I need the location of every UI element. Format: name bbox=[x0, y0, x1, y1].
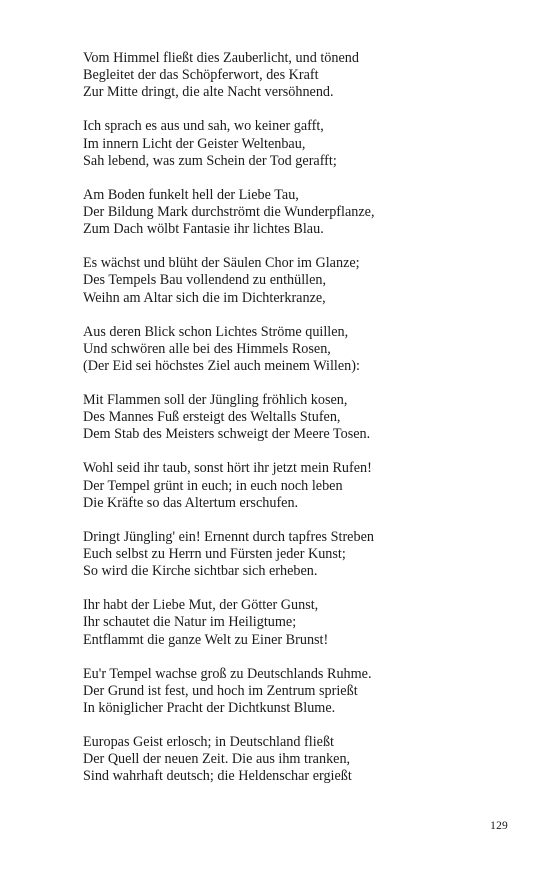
stanza-2 bbox=[83, 118, 523, 170]
stanza-7 bbox=[83, 460, 523, 512]
verse-line: Eu'r Tempel wachse groß zu Deutschlands Ruhme. bbox=[83, 665, 372, 682]
verse-line: Der Grund ist fest, und hoch im Zentrum sprießt bbox=[83, 682, 358, 699]
stanza-5 bbox=[83, 324, 523, 376]
verse-line: Ihr habt der Liebe Mut, der Götter Gunst, bbox=[83, 597, 319, 614]
stanza-11 bbox=[83, 734, 523, 786]
verse-line: Im innern Licht der Geister Weltenbau, bbox=[83, 135, 306, 152]
verse-line: Die Kräfte so das Altertum erschufen. bbox=[83, 494, 299, 511]
verse-line: Weihn am Altar sich die im Dichterkranze, bbox=[83, 289, 326, 306]
verse-line: Wohl seid ihr taub, sonst hört ihr jetzt mein Rufen! bbox=[83, 460, 372, 477]
verse-line: Zur Mitte dringt, die alte Nacht versöhnend. bbox=[83, 84, 334, 101]
verse-line: In königlicher Pracht der Dichtkunst Blume. bbox=[83, 700, 336, 717]
stanza-1 bbox=[83, 50, 523, 102]
verse-line: Sind wahrhaft deutsch; die Heldenschar ergießt bbox=[83, 768, 352, 785]
stanza-9 bbox=[83, 597, 523, 649]
verse-line: Dringt Jüngling' ein! Ernennt durch tapfres Streben bbox=[83, 528, 374, 545]
verse-line: Der Bildung Mark durchströmt die Wunderpflanze, bbox=[83, 204, 375, 221]
verse-line: Der Quell der neuen Zeit. Die aus ihm tranken, bbox=[83, 751, 351, 768]
stanza-10 bbox=[83, 666, 523, 718]
verse-line: Der Tempel grünt in euch; in euch noch leben bbox=[83, 477, 343, 494]
stanza-8 bbox=[83, 529, 523, 581]
verse-line: Zum Dach wölbt Fantasie ihr lichtes Blau. bbox=[83, 221, 324, 238]
verse-line: Des Tempels Bau vollendend zu enthüllen, bbox=[83, 272, 327, 289]
verse-line: Euch selbst zu Herrn und Fürsten jeder Kunst; bbox=[83, 546, 346, 563]
stanza-6 bbox=[83, 392, 523, 444]
verse-line: Ich sprach es aus und sah, wo keiner gafft, bbox=[83, 118, 324, 135]
verse-line: Europas Geist erlosch; in Deutschland fließt bbox=[83, 734, 334, 751]
verse-line: Dem Stab des Meisters schweigt der Meere Tosen. bbox=[83, 426, 371, 443]
verse-line: Es wächst und blüht der Säulen Chor im Glanze; bbox=[83, 255, 360, 272]
verse-line: Am Boden funkelt hell der Liebe Tau, bbox=[83, 186, 299, 203]
verse-line: (Der Eid sei höchstes Ziel auch meinem Willen): bbox=[83, 358, 360, 375]
poem-text bbox=[83, 50, 523, 802]
page-number: 129 bbox=[490, 820, 508, 832]
stanza-3 bbox=[83, 187, 523, 239]
verse-line: Ihr schautet die Natur im Heiligtume; bbox=[83, 614, 297, 631]
verse-line: Vom Himmel fließt dies Zauberlicht, und tönend bbox=[83, 50, 359, 66]
verse-line: So wird die Kirche sichtbar sich erheben. bbox=[83, 563, 318, 580]
stanza-4 bbox=[83, 255, 523, 307]
verse-line: Entflammt die ganze Welt zu Einer Brunst! bbox=[83, 631, 329, 648]
verse-line: Mit Flammen soll der Jüngling fröhlich kosen, bbox=[83, 392, 348, 409]
verse-line: Begleitet der das Schöpferwort, des Kraft bbox=[83, 67, 319, 84]
verse-line: Und schwören alle bei des Himmels Rosen, bbox=[83, 340, 331, 357]
verse-line: Des Mannes Fuß ersteigt des Weltalls Stufen, bbox=[83, 409, 341, 426]
verse-line: Aus deren Blick schon Lichtes Ströme quillen, bbox=[83, 323, 349, 340]
verse-line: Sah lebend, was zum Schein der Tod gerafft; bbox=[83, 152, 337, 169]
